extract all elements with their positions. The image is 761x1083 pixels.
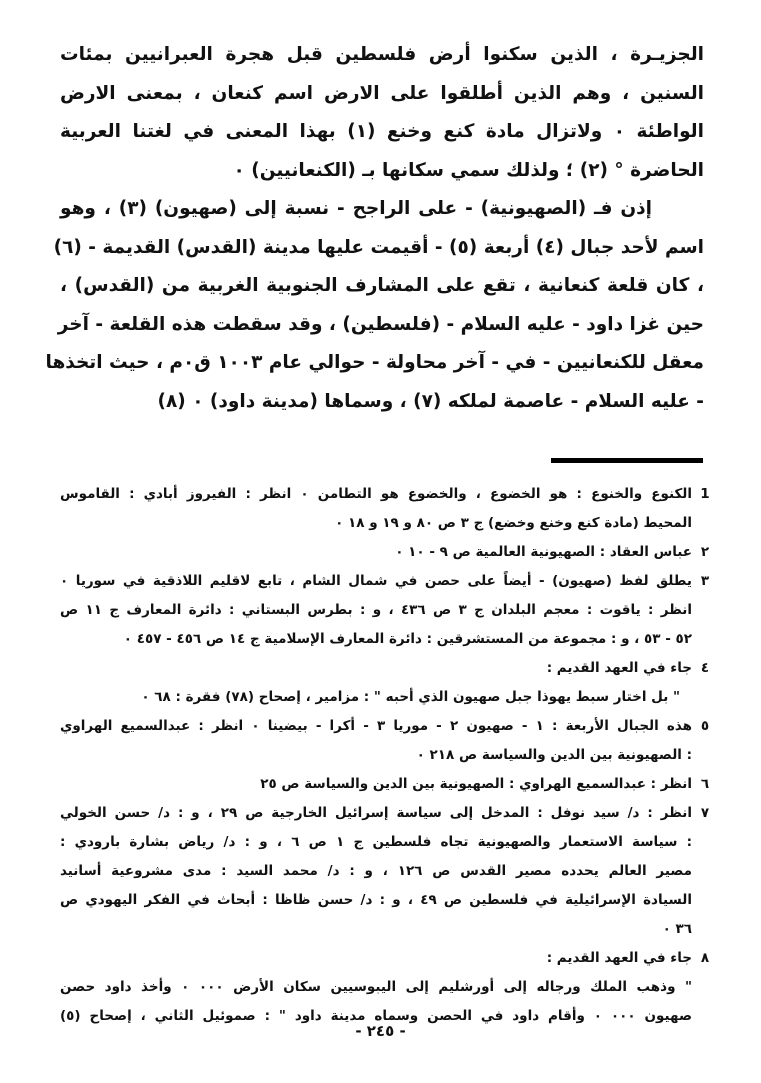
- footnote-5: [60, 712, 712, 770]
- footnote-number: ٢: [700, 544, 710, 560]
- footnote-line: ٣٦ ٠: [662, 921, 692, 937]
- footnote-number: ٣: [700, 573, 710, 589]
- footnote-line: جاء في العهد القديم :: [546, 660, 692, 676]
- footnotes: [60, 480, 712, 1031]
- footnote-number: ٨: [700, 950, 710, 966]
- main-text-line: حين غزا داود - عليه السلام - (فلسطين) ، وقد سقطت هذه القلعة - آخر: [57, 313, 704, 335]
- footnote-line: جاء في العهد القديم :: [546, 950, 692, 966]
- footnote-number: ٧: [700, 805, 710, 821]
- footnote-number: 1: [700, 486, 710, 502]
- footnote-2: [60, 538, 712, 567]
- main-text-line: ، كان قلعة كنعانية ، تقع على المشارف الجنوبية الغربية من (القدس) ،: [60, 275, 704, 296]
- footnote-6: [60, 770, 712, 799]
- main-text-line: اسم لأحد جبال (٤) أربعة (٥) - أقيمت عليها مدينة (القدس) القديمة - (٦): [53, 236, 704, 258]
- footnote-3: [60, 567, 712, 654]
- footnote-line: " وذهب الملك ورجاله إلى أورشليم إلى اليبوسيين سكان الأرض ٠٠٠ ٠ وأخذ داود حصن: [60, 979, 693, 995]
- footnote-7: [60, 799, 712, 944]
- footnote-line: انظر : د/ سيد نوفل : المدخل إلى سياسة إسرائيل الخارجية ص ٢٩ ، و : د/ حسن الخولي: [60, 805, 693, 821]
- main-text-line: الحاضرة ° (٢) ؛ ولذلك سمي سكانها بـ (الكنعانيين) ٠: [233, 159, 704, 181]
- main-text-line: الجزيـرة ، الذين سكنوا أرض فلسطين قبل هجرة العبرانيين بمئات: [60, 44, 704, 65]
- footnote-separator: [551, 458, 703, 463]
- main-text-line: معقل للكنعانيين - في - آخر محاولة - حوالي عام ١٠٠٣ ق٠م ، حيث اتخذها: [45, 352, 704, 373]
- footnote-line: : الصهيونية بين الدين والسياسة ص ٢١٨ ٠: [416, 747, 692, 763]
- footnote-line: : سياسة الاستعمار والصهيونية تجاه فلسطين ج ١ ص ٦ ، و : د/ رياض بشارة بارودي :: [60, 834, 692, 850]
- footnote-line: عباس العقاد : الصهيونية العالمية ص ٩ - ١٠ ٠: [395, 544, 692, 560]
- main-text-line: الواطئة ٠ ولاتزال مادة كنع وخنع (١) بهذا المعنى في لغتنا العربية: [60, 121, 704, 142]
- footnote-line: يطلق لفظ (صهيون) - أيضاً على حصن في شمال الشام ، تابع لاقليم اللاذقية في سوريا ٠: [60, 573, 692, 589]
- footnote-line: انظر : ياقوت : معجم البلدان ج ٣ ص ٤٣٦ ، و : بطرس البستاني : دائرة المعارف ج ١١ ص: [60, 602, 692, 618]
- footnote-8: [60, 944, 712, 1031]
- main-text-line: السنين ، وهم الذين أطلقوا على الارض اسم كنعان ، بمعنى الارض: [60, 82, 704, 104]
- main-text-line: - عليه السلام - عاصمة لملكه (٧) ، وسماها (مدينة داود) ٠ (٨): [157, 390, 704, 412]
- page-number: - ٢٤٥ -: [355, 1022, 406, 1040]
- main-text-line: إذن فـ (الصهيونية) - على الراجح - نسبة إلى (صهيون) (٣) ، وهو: [60, 198, 652, 219]
- main-text: [45, 36, 704, 421]
- footnote-line: الكنوع والخنوع : هو الخضوع ، والخضوع هو التطامن ٠ انظر : الفيروز أبادي : القاموس: [60, 486, 693, 502]
- footnote-line: صهيون ٠٠٠ ٠ وأقام داود في الحصن وسماه مدينة داود " : صموئيل الثاني ، إصحاح (٥): [60, 1008, 692, 1024]
- footnote-1: [60, 480, 712, 538]
- footnote-number: ٦: [700, 776, 710, 792]
- footnote-line: مصير العالم يحدده مصير القدس ص ١٢٦ ، و : د/ محمد السيد : مدى مشروعية أسانيد: [60, 863, 693, 879]
- footnote-line: السيادة الإسرائيلية في فلسطين ص ٤٩ ، و : د/ حسن ظاظا : أبحاث في الفكر اليهودي ص: [60, 892, 692, 908]
- footnote-number: ٥: [700, 718, 710, 734]
- footnote-line: ٥٢ - ٥٣ ، و : مجموعة من المستشرقين : دائرة المعارف الإسلامية ج ١٤ ص ٤٥٦ - ٤٥٧ ٠: [123, 631, 692, 647]
- footnote-line: هذه الجبال الأربعة : ١ - صهيون ٢ - موريا ٣ - أكرا - بيضينا ٠ انظر : عبدالسميع الهراوي: [60, 718, 693, 734]
- footnote-line: المحيط (مادة كنع وخنع وخضع) ج ٣ ص ٨٠ و ١٩ و ١٨ ٠: [335, 515, 692, 531]
- footnote-line: " بل اختار سبط يهوذا جبل صهيون الذي أحبه " : مزامير ، إصحاح (٧٨) فقرة : ٦٨ ٠: [141, 689, 680, 705]
- footnote-number: ٤: [700, 660, 710, 676]
- footnote-line: انظر : عبدالسميع الهراوي : الصهيونية بين الدين والسياسة ص ٢٥: [260, 776, 692, 792]
- footnote-4: [60, 654, 712, 712]
